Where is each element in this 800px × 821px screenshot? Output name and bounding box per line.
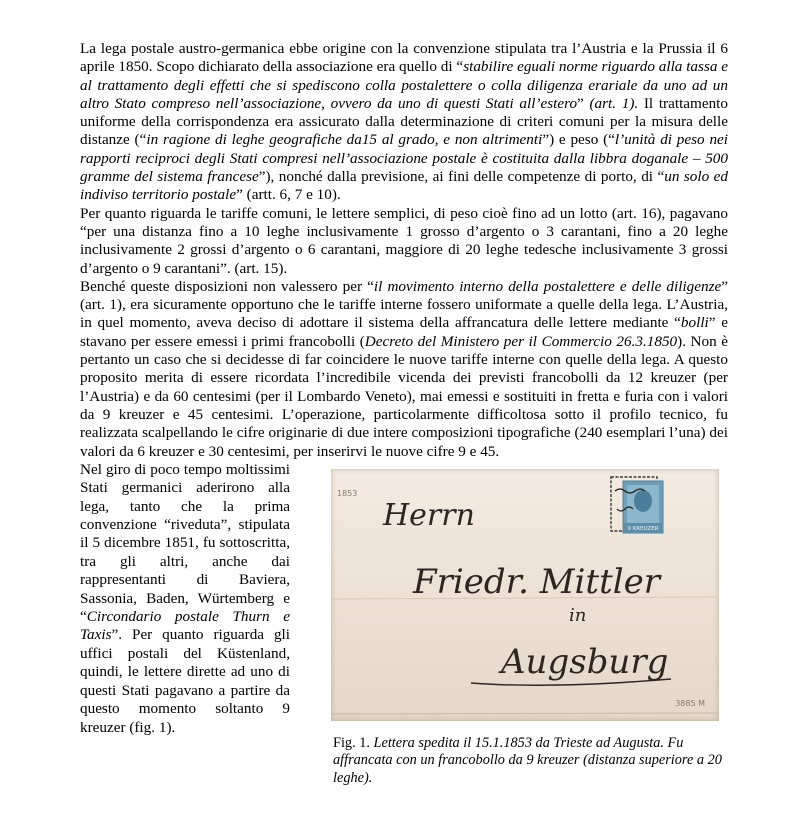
handwriting-name: Friedr. Mittler — [413, 561, 660, 602]
document-page — [80, 40, 729, 786]
text-run: bolli — [680, 314, 709, 332]
handwriting-in: in — [569, 604, 587, 626]
text-run: La lega postale austro-germanica ebbe origine con la convenzione stipulata tra l’Austria e la Prussia il 6 aprile 1850. Scopo dichiarato della associazione era quello di “ — [80, 40, 728, 76]
archive-year-note: 1853 — [337, 488, 358, 498]
stamp-value: 9 KREUZER — [627, 525, 659, 532]
text-run: Per quanto riguarda le tariffe comuni, le lettere semplici, di peso cioè fino ad un lotto (art. 16), pagavano “per una distanza fino a 10 leghe inclusivamente 1 grosso d’argento o 3 carantani, fino a 20 leghe inclusivamente 2 grossi d’argento o 6 carantani, maggiore di 20 leghe tedesche inclusivamente 3 grossi d’argento o 9 carantani”. (art. 15). — [80, 204, 728, 277]
text-run: l’unità di peso nei rapporti reciproci degli Stati compresi nell’associazione postale è costituita dalla libbra doganale – 500 gramme del sistema francese — [80, 131, 728, 186]
text-run: in ragione di leghe geografiche da15 al grado, e non altrimenti — [146, 131, 543, 149]
text-run: ). Non è pertanto un caso che si decidesse di far coincidere le nuove tariffe interne con quelle della lega. A questo proposito merita di essere ricordata l’incredibile vicenda dei previsti francobolli da 12 kreuzer (per l’Austria) e da 60 centesimi (per il Lombardo Veneto), mai emessi e sostituiti in fretta e furia con i valori da 9 kreuzer e 45 centesimi. L’operazione, particolarmente difficoltosa sotto il profilo tecnico, fu realizzata scalpellando le cifre originarie di due intere composizioni tipografiche (240 esemplari l’una) dei valori da 6 kreuzer e 30 centesimi, per inserirvi le nuove cifre 9 e 45. — [80, 332, 728, 460]
archive-number-note: 3885 M — [675, 698, 705, 708]
two-column-section — [80, 460, 728, 786]
handwriting-herrn: Herrn — [383, 497, 475, 533]
text-run: Decreto del Ministero per il Commercio 26.3.1850 — [364, 332, 678, 350]
handwriting-city: Augsburg — [501, 641, 669, 682]
caption-text: Lettera spedita il 15.1.1853 da Trieste ad Augusta. Fu affrancata con un francobollo da 9 kreuzer (distanza superiore a 20 leghe). — [333, 734, 722, 786]
text-run: stabilire eguali norme riguardo alla tassa e al trattamento degli effetti che si spediscono colla postalettere o colla diligenza erariale da uno ad un altro Stato compreso nell’associazione, ovvero da uno di questi Stati all’estero — [80, 58, 729, 112]
text-run: ” (art. 1), era sicuramente opportuno che le tariffe interne fossero uniformate a quelle della lega. L’Austria, in quel momento, aveva deciso di adottare il sistema della affrancatura delle lettere mediante “ — [80, 277, 729, 332]
text-run: ” (artt. 6, 7 e 10). — [236, 186, 341, 204]
text-run: un solo ed indiviso territorio postale — [80, 168, 729, 204]
paragraph-2 — [80, 205, 728, 278]
text-run: ” — [577, 94, 590, 112]
paragraph-3 — [80, 278, 728, 461]
text-run: ”), nonché dalla previsione, ai fini delle competenze di porto, di “ — [258, 168, 665, 186]
caption-label: Fig. 1. — [333, 734, 370, 751]
text-run: (art. 1). — [589, 94, 639, 112]
paragraph-4 — [80, 461, 290, 737]
figure-caption — [333, 735, 725, 787]
text-run: Nel giro di poco tempo moltissimi Stati germanici aderirono alla lega, tanto che la prima convenzione “riveduta”, stipulata il 5 dicembre 1851, fu sottoscritta, tra gli altri, anche dai rappresentanti di Baviera, Sassonia, Baden, Würtemberg e “ — [80, 460, 290, 626]
letter-image — [331, 469, 719, 721]
text-run: il movimento interno della postalettere e delle diligenze — [373, 277, 722, 295]
paragraph-1 — [80, 40, 728, 205]
text-run: Il trattamento uniforme della corrispondenza era assicurato dalla determinazione di criteri comuni per la misura delle distanze (“ — [80, 94, 728, 149]
text-run: ”. Per quanto riguarda gli uffici postali del Küstenland, quindi, le lettere dirette ad uno di questi Stati pagavano a partire da questo momento soltanto 9 kreuzer (fig. 1). — [80, 626, 290, 736]
text-run: Circondario postale Thurn e Taxis — [80, 608, 290, 644]
letter-illustration — [331, 469, 719, 721]
text-run: ”) e peso (“ — [542, 131, 615, 149]
text-run: Benché queste disposizioni non valessero per “ — [80, 277, 374, 295]
text-run: ” e stavano per essere emessi i primi francobolli ( — [80, 314, 728, 350]
